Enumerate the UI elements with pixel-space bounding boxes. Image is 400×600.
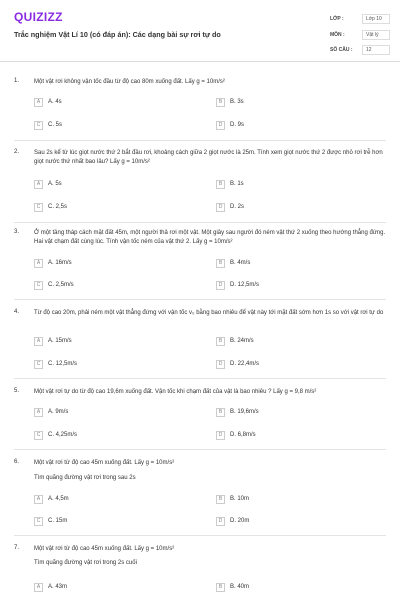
option-letter: C	[34, 121, 43, 130]
option-d[interactable]	[216, 121, 376, 131]
subject-label: MÔN :	[330, 32, 345, 38]
question-text: Sau 2s kể từ lúc giọt nước thứ 2 bắt đầu rơi, khoảng cách giữa 2 giọt nước là 25m. Tính xem giọt nước thứ 2 được nhỏ rơi trễ hơn giọt nước thứ nhất bao lâu? Lấy g = 10m/s²	[34, 150, 383, 165]
option-text: D. 22,4m/s	[230, 361, 260, 367]
divider	[14, 140, 386, 141]
subject-value: Vật lý	[362, 30, 390, 40]
class-label: LỚP :	[330, 16, 344, 22]
option-text: C. 12,5m/s	[48, 361, 78, 367]
option-a[interactable]	[34, 259, 194, 269]
option-c[interactable]	[34, 360, 194, 370]
option-letter: B	[216, 98, 225, 107]
option-b[interactable]	[216, 98, 376, 108]
question-subtext: Tìm quãng đường vật rơi trong sau 2s	[34, 475, 136, 481]
divider	[14, 222, 386, 223]
question-text: Một vật rơi từ độ cao 45m xuống đất. Lấy g = 10m/s²	[34, 546, 175, 552]
question-number: 6.	[14, 459, 20, 465]
option-text: A. 16m/s	[48, 260, 72, 266]
option-text: B. 1s	[230, 181, 244, 187]
option-d[interactable]	[216, 431, 376, 441]
option-letter: A	[34, 495, 43, 504]
option-b[interactable]	[216, 583, 376, 593]
option-letter: D	[216, 203, 225, 212]
question-number: 1.	[14, 78, 20, 84]
option-text: C. 4,25m/s	[48, 432, 78, 438]
divider	[14, 535, 386, 536]
option-text: D. 9s	[230, 122, 245, 128]
question-number: 5.	[14, 388, 20, 394]
question-number: 3.	[14, 229, 20, 235]
question-subtext: Tìm quãng đường vật rơi trong 2s cuối	[34, 560, 137, 566]
option-letter: B	[216, 408, 225, 417]
option-letter: B	[216, 337, 225, 346]
count-label: SỐ CÂU :	[330, 47, 353, 53]
option-text: D. 6,8m/s	[230, 432, 256, 438]
option-c[interactable]	[34, 121, 194, 131]
option-letter: C	[34, 517, 43, 526]
option-b[interactable]	[216, 495, 376, 505]
option-text: D. 12,5m/s	[230, 282, 260, 288]
question-number: 4.	[14, 309, 20, 315]
option-text: C. 15m	[48, 518, 68, 524]
option-letter: C	[34, 431, 43, 440]
option-text: C. 2,5s	[48, 204, 68, 210]
option-text: B. 19,6m/s	[230, 409, 259, 415]
option-a[interactable]	[34, 583, 194, 593]
option-text: A. 43m	[48, 584, 68, 590]
option-a[interactable]	[34, 98, 194, 108]
option-letter: A	[34, 337, 43, 346]
divider	[14, 378, 386, 379]
option-letter: D	[216, 517, 225, 526]
option-c[interactable]	[34, 281, 194, 291]
option-d[interactable]	[216, 281, 376, 291]
option-text: B. 10m	[230, 496, 250, 502]
option-text: D. 20m	[230, 518, 250, 524]
question-text: Từ độ cao 20m, phải ném một vật thẳng đứng với vận tốc v₀ bằng bao nhiêu để vật này tới mặt đất sớm hơn 1s so với vật rơi tự do	[34, 310, 384, 316]
worksheet-header	[0, 0, 400, 62]
option-letter: B	[216, 259, 225, 268]
class-value: Lớp 10	[362, 14, 390, 24]
option-letter: D	[216, 360, 225, 369]
page-title: Trắc nghiệm Vật Lí 10 (có đáp án): Các dạng bài sự rơi tự do	[14, 30, 221, 39]
option-text: B. 24m/s	[230, 338, 254, 344]
option-letter: A	[34, 180, 43, 189]
question-text: Ở một tầng tháp cách mặt đất 45m, một người thả rơi một vật. Một giây sau người đó ném vật thứ 2 xuống theo hướng thẳng đứng. Hai vật chạm đất cùng lúc. Tính vận tốc ném của vật thứ 2. Lấy g = 10m/s²	[34, 230, 386, 245]
option-text: A. 4,5m	[48, 496, 69, 502]
divider	[14, 299, 386, 300]
option-letter: B	[216, 180, 225, 189]
option-letter: C	[34, 360, 43, 369]
option-text: B. 40m	[230, 584, 250, 590]
option-text: A. 9m/s	[48, 409, 69, 415]
question-text: Một vật rơi tự do từ độ cao 19,6m xuống đất. Vận tốc khi chạm đất của vật là bao nhiêu ? Lấy g = 9,8 m/s²	[34, 389, 317, 395]
option-b[interactable]	[216, 259, 376, 269]
quizizz-logo: QUIZIZZ	[14, 10, 63, 24]
option-a[interactable]	[34, 408, 194, 418]
option-text: A. 4s	[48, 99, 62, 105]
option-letter: A	[34, 98, 43, 107]
option-letter: C	[34, 203, 43, 212]
option-letter: C	[34, 281, 43, 290]
option-letter: A	[34, 408, 43, 417]
option-letter: D	[216, 431, 225, 440]
option-letter: A	[34, 583, 43, 592]
option-text: C. 2,5m/s	[48, 282, 74, 288]
count-value: 12	[362, 45, 390, 55]
option-letter: D	[216, 281, 225, 290]
option-c[interactable]	[34, 203, 194, 213]
option-letter: B	[216, 583, 225, 592]
option-c[interactable]	[34, 431, 194, 441]
option-text: A. 5s	[48, 181, 62, 187]
option-b[interactable]	[216, 408, 376, 418]
option-a[interactable]	[34, 337, 194, 347]
option-letter: D	[216, 121, 225, 130]
question-text: Một vật rơi không vận tốc đầu từ độ cao 80m xuống đất. Lấy g = 10m/s²	[34, 79, 225, 85]
option-letter: B	[216, 495, 225, 504]
option-text: C. 5s	[48, 122, 63, 128]
option-text: A. 15m/s	[48, 338, 72, 344]
option-text: D. 2s	[230, 204, 245, 210]
option-d[interactable]	[216, 203, 376, 213]
option-a[interactable]	[34, 180, 194, 190]
option-text: B. 3s	[230, 99, 244, 105]
question-text: Một vật rơi từ độ cao 45m xuống đất. Lấy g = 10m/s²	[34, 460, 175, 466]
divider	[14, 449, 386, 450]
option-b[interactable]	[216, 180, 376, 190]
option-letter: A	[34, 259, 43, 268]
question-number: 7.	[14, 545, 20, 551]
option-text: B. 4m/s	[230, 260, 251, 266]
option-d[interactable]	[216, 360, 376, 370]
option-c[interactable]	[34, 517, 194, 527]
option-b[interactable]	[216, 337, 376, 347]
option-d[interactable]	[216, 517, 376, 527]
question-number: 2.	[14, 149, 20, 155]
option-a[interactable]	[34, 495, 194, 505]
